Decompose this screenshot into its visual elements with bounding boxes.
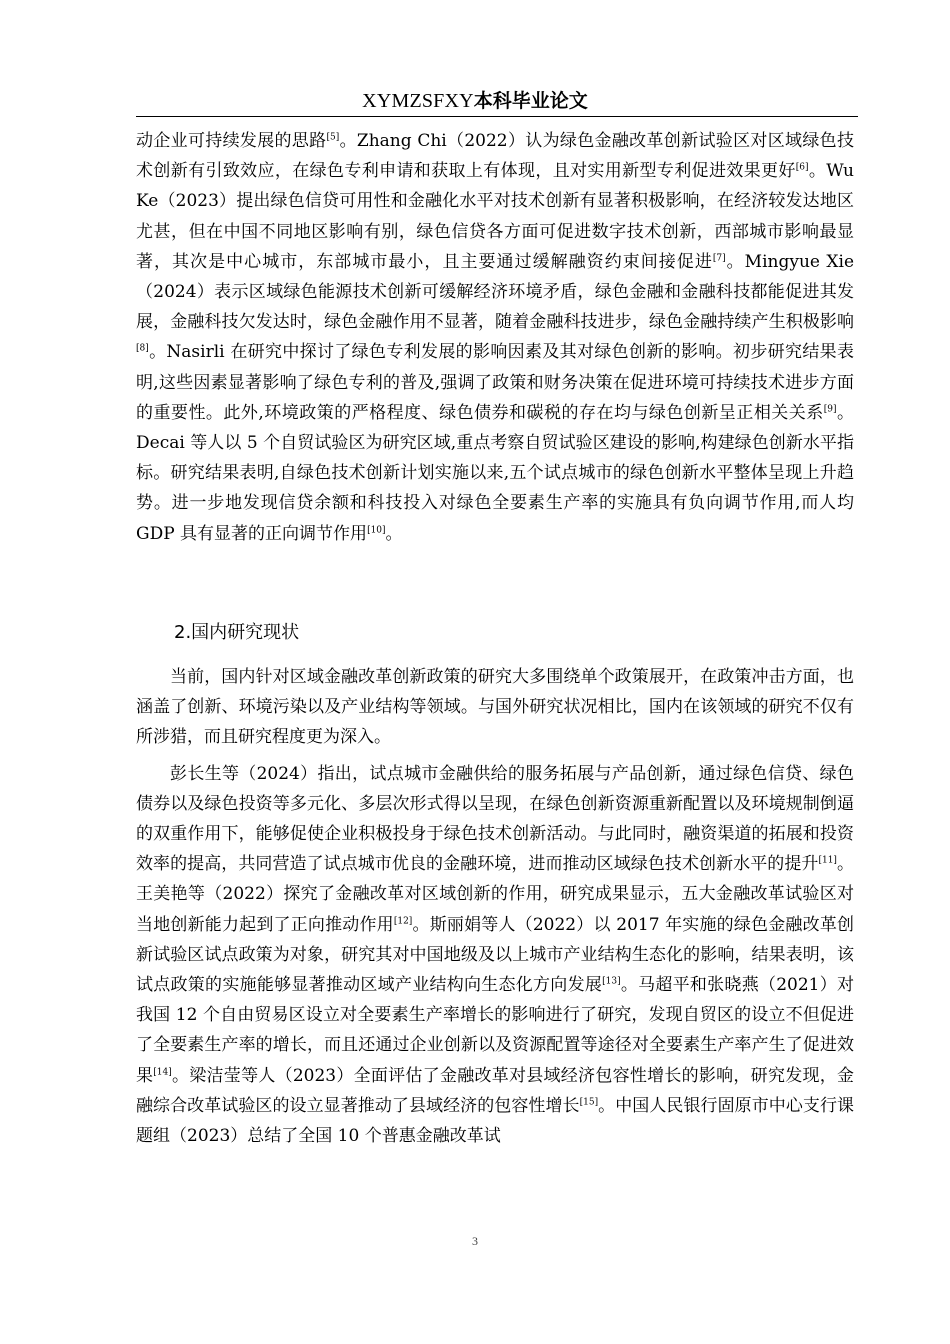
text-segment: 。王美艳等（2022）探究了金融改革对区域创新的作用，研究成果显示，五大金融改革试验区对当地创新能力起到了正向推动作用 [136,854,854,935]
text-segment: 。Decai 等人以 5 个自贸试验区为研究区域,重点考察自贸试验区建设的影响,构建绿色创新水平指标。研究结果表明,自绿色技术创新计划实施以来,五个试点城市的绿色创新水平整体呈现上升趋势。进一步地发现信贷余额和科技投入对绿色全要素生产率的实施具有负向调节作用,而人均 GDP 具有显著的正向调节作用 [136,402,854,544]
text-segment: 彭长生等（2024）指出，试点城市金融供给的服务拓展与产品创新，通过绿色信贷、绿色债券以及绿色投资等多元化、多层次形式得以呈现，在绿色创新资源重新配置以及环境规制倒逼的双重作用下，能够促使企业积极投身于绿色技术创新活动。与此同时，融资渠道的拓展和投资效率的提高，共同营造了试点城市优良的金融环境，进而推动区域绿色技术创新水平的提升 [136,763,854,875]
citation-ref: [7] [712,253,726,264]
citation-ref: [5] [326,132,340,143]
header-code: XYMZSFXY [362,90,474,112]
citation-ref: [12] [393,915,413,926]
citation-ref: [13] [602,976,621,987]
page-number: 3 [472,1234,478,1248]
text-segment: 。Zhang Chi（2022）认为绿色金融改革创新试验区对区域绿色技术创新有引致效应，在绿色专利申请和获取上有体现，且对实用新型专利促进效果更好 [136,131,854,182]
section-heading: 2.国内研究现状 [174,622,300,643]
text-segment: 。中国人民银行固原市中心支行课题组（2023）总结了全国 10 个普惠金融改革试 [136,1095,855,1147]
text-segment: 动企业可持续发展的思路 [136,131,327,151]
text-segment: 。Wu Ke（2023）提出绿色信贷可用性和金融化水平对技术创新有显著积极影响，在经济较发达地区尤甚，但在中国不同地区影响有别，绿色信贷各方面可促进数字技术创新，西部城市影响最显著，其次是中心城市，东部城市最小，且主要通过缓解融资约束间接促进 [136,161,855,272]
header-title: 本科毕业论文 [473,90,588,112]
text-segment: 当前，国内针对区域金融改革创新政策的研究大多围绕单个政策展开，在政策冲击方面，也涵盖了创新、环境污染以及产业结构等领域。与国外研究状况相比，国内在该领域的研究不仅有所涉猎，而且研究程度更为深入。 [136,667,854,748]
text-segment: 。斯丽娟等人（2022）以 2017 年实施的绿色金融改革创新试验区试点政策为对象，研究其对中国地级及以上城市产业结构生态化的影响，结果表明，该试点政策的实施能够显著推动区域产业结构向生态化方向发展 [136,914,855,996]
body-section-2 [136,662,854,1151]
text-segment: 。Mingyue Xie（2024）表示区域绿色能源技术创新可缓解经济环境矛盾，绿色金融和金融科技都能促进其发展，金融科技欠发达时，绿色金融作用不显著，随着金融科技进步，绿色金融持续产生积极影响 [136,251,854,333]
text-segment: 。马超平和张晓燕（2021）对我国 12 个自由贸易区设立对全要素生产率增长的影响进行了研究，发现自贸区的设立不但促进了全要素生产率的增长，而且还通过企业创新以及资源配置等途径对全要素生产率产生了促进效果 [136,975,855,1086]
body-paragraph-2 [136,662,854,753]
citation-ref: [6] [795,162,809,173]
header-rule [136,116,858,117]
citation-ref: [9] [823,404,837,415]
citation-ref: [10] [367,524,386,535]
citation-ref: [15] [579,1097,599,1108]
text-segment: 。 [385,523,403,544]
text-segment: 。梁洁莹等人（2023）全面评估了金融改革对县域经济包容性增长的影响，研究发现，金融综合改革试验区的设立显著推动了县域经济的包容性增长 [136,1065,854,1116]
citation-ref: [14] [153,1066,172,1077]
body-paragraph-3 [136,759,854,1152]
citation-ref: [8] [136,343,149,354]
running-header [0,86,950,114]
citation-ref: [11] [818,855,837,866]
text-segment: 。Nasirli 在研究中探讨了绿色专利发展的影响因素及其对绿色创新的影响。初步研究结果表明,这些因素显著影响了绿色专利的普及,强调了政策和财务决策在促进环境可持续技术进步方面的重要性。此外,环境政策的严格程度、绿色债券和碳税的存在均与绿色创新呈正相关关系 [136,342,854,423]
body-paragraph-1 [136,126,854,549]
